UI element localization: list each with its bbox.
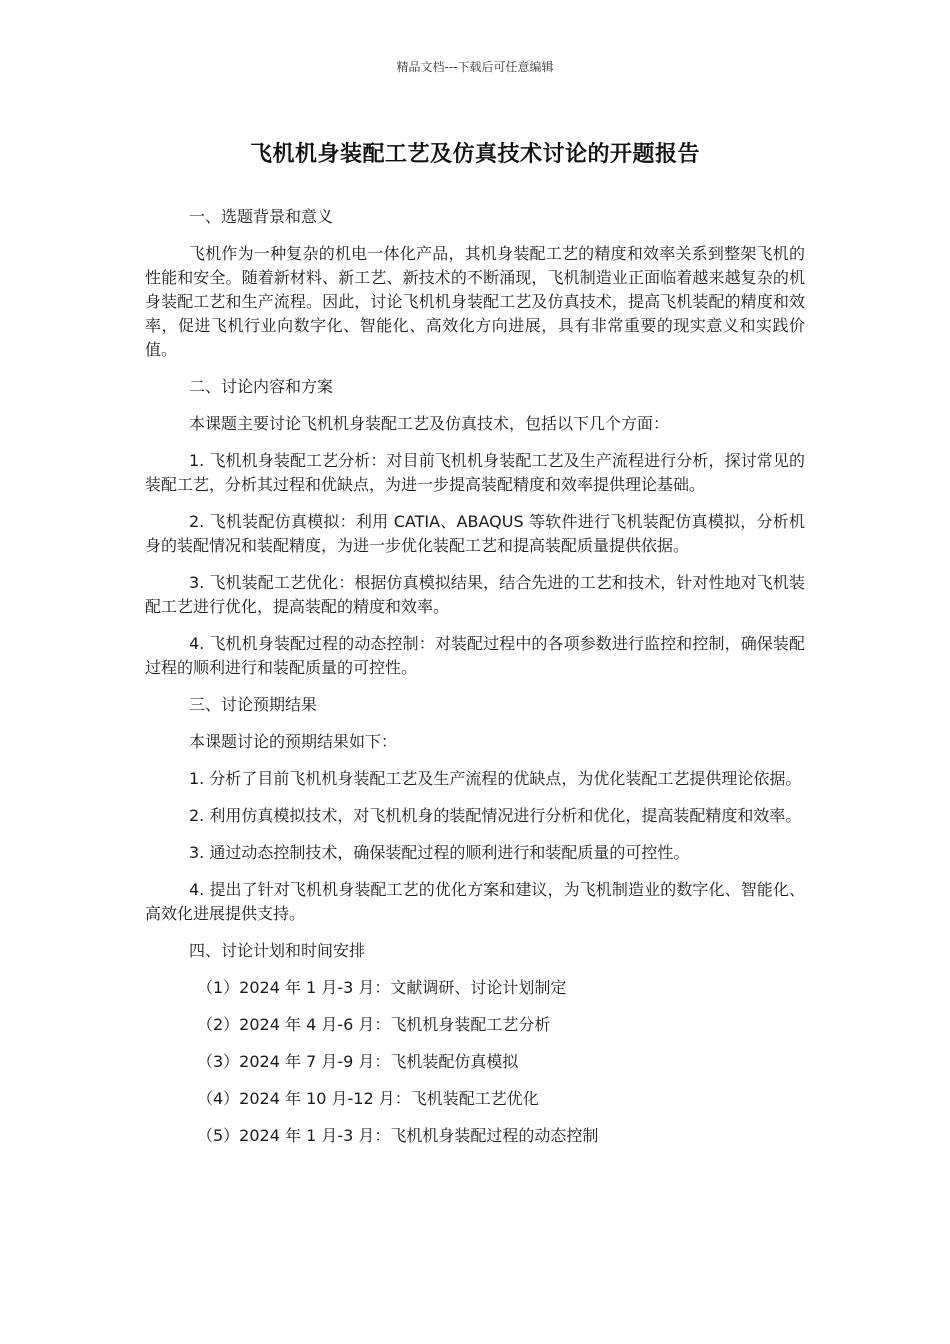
schedule-item-3: （3）2024 年 7 月-9 月：飞机装配仿真模拟 [197,1052,519,1071]
list-item-results-4: 4. 提出了针对飞机机身装配工艺的优化方案和建议，为飞机制造业的数字化、智能化、高效化进展提供支持。 [145,880,805,923]
schedule-item-1: （1）2024 年 1 月-3 月：文献调研、讨论计划制定 [197,978,567,997]
document-title: 飞机机身装配工艺及仿真技术讨论的开题报告 [249,142,700,167]
list-item-content-2: 2. 飞机装配仿真模拟：利用 CATIA、ABAQUS 等软件进行飞机装配仿真模拟，分析机身的装配情况和装配精度，为进一步优化装配工艺和提高装配质量提供依据。 [145,512,805,555]
section-heading-schedule: 四、讨论计划和时间安排 [189,941,366,960]
paragraph-content-intro: 本课题主要讨论飞机机身装配工艺及仿真技术，包括以下几个方面： [189,414,670,433]
list-item-content-3: 3. 飞机装配工艺优化：根据仿真模拟结果，结合先进的工艺和技术，针对性地对飞机装配工艺进行优化，提高装配的精度和效率。 [145,573,805,616]
paragraph-background: 飞机作为一种复杂的机电一体化产品，其机身装配工艺的精度和效率关系到整架飞机的性能和安全。随着新材料、新工艺、新技术的不断涌现，飞机制造业正面临着越来越复杂的机身装配工艺和生产流程。因此，讨论飞机机身装配工艺及仿真技术，提高飞机装配的精度和效率，促进飞机行业向数字化、智能化、高效化方向进展，具有非常重要的现实意义和实践价值。 [145,244,805,359]
schedule-item-5: （5）2024 年 1 月-3 月：飞机机身装配过程的动态控制 [197,1126,599,1145]
list-item-content-1: 1. 飞机机身装配工艺分析：对目前飞机机身装配工艺及生产流程进行分析，探讨常见的装配工艺，分析其过程和优缺点，为进一步提高装配精度和效率提供理论基础。 [145,451,805,494]
list-item-content-4: 4. 飞机机身装配过程的动态控制：对装配过程中的各项参数进行监控和控制，确保装配过程的顺利进行和装配质量的可控性。 [145,634,805,677]
paragraph-results-intro: 本课题讨论的预期结果如下： [189,732,398,751]
list-item-results-3: 3. 通过动态控制技术，确保装配过程的顺利进行和装配质量的可控性。 [189,843,690,862]
header-note: 精品文档---下载后可任意编辑 [396,60,554,74]
list-item-results-2: 2. 利用仿真模拟技术，对飞机机身的装配情况进行分析和优化，提高装配精度和效率。 [189,806,802,825]
section-heading-content: 二、讨论内容和方案 [189,377,334,396]
document-body [145,205,805,1161]
schedule-item-2: （2）2024 年 4 月-6 月：飞机机身装配工艺分析 [197,1015,551,1034]
schedule-item-4: （4）2024 年 10 月-12 月：飞机装配工艺优化 [197,1089,539,1108]
section-heading-results: 三、讨论预期结果 [189,695,318,714]
list-item-results-1: 1. 分析了目前飞机机身装配工艺及生产流程的优缺点，为优化装配工艺提供理论依据。 [189,769,802,788]
section-heading-background: 一、选题背景和意义 [189,207,334,226]
